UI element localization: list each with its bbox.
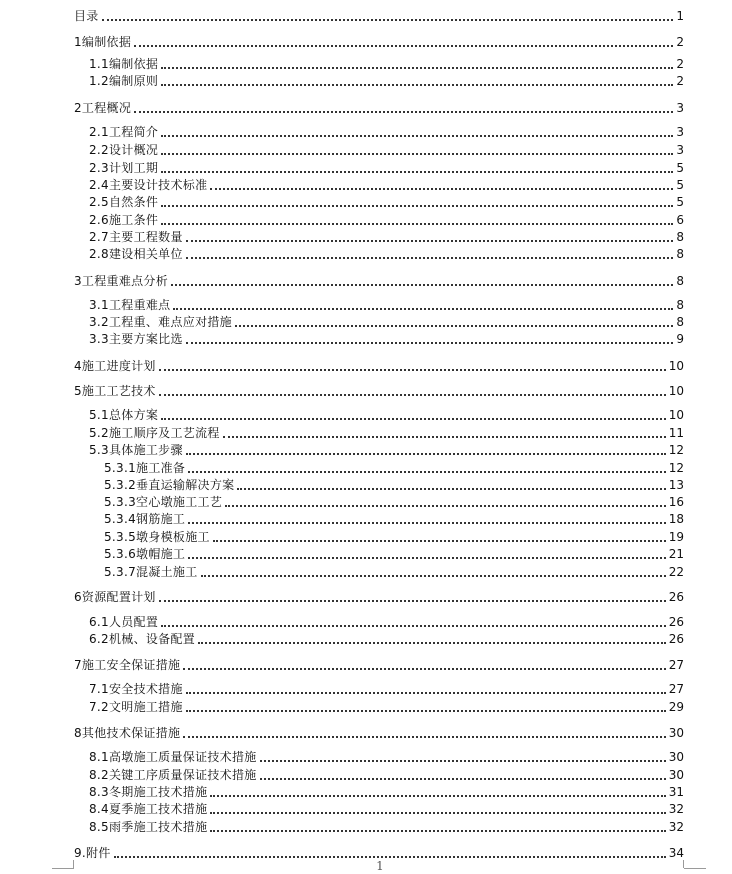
toc-entry-label: 5.3.1施工准备 (104, 461, 186, 475)
toc-entry[interactable] (89, 816, 684, 834)
footer-corner-mark-left (73, 860, 74, 868)
toc-entry-page-number: 6 (676, 213, 684, 227)
toc-entry-label: 6资源配置计划 (74, 590, 156, 604)
toc-dot-leader (161, 67, 673, 69)
toc-entry-page-number: 5 (676, 195, 684, 209)
toc-dot-leader (171, 284, 673, 286)
footer-line-left (52, 868, 74, 869)
toc-entry-page-number: 12 (668, 461, 684, 475)
toc-entry[interactable] (104, 474, 684, 492)
toc-entry-page-number: 5 (676, 161, 684, 175)
toc-entry-label: 5.3.6墩帽施工 (104, 547, 186, 561)
toc-entry-label: 2.2设计概况 (89, 143, 159, 157)
toc-dot-leader (114, 856, 666, 858)
toc-entry-page-number: 10 (668, 408, 684, 422)
toc-entry-label: 7.1安全技术措施 (89, 682, 183, 696)
toc-entry-label: 5.3.4钢筋施工 (104, 512, 186, 526)
toc-entry[interactable] (89, 243, 684, 261)
toc-entry-page-number: 19 (668, 530, 684, 544)
toc-entry[interactable] (89, 157, 684, 175)
toc-entry-label: 5施工工艺技术 (74, 384, 156, 398)
toc-entry[interactable] (74, 31, 684, 49)
toc-entry-page-number: 10 (668, 359, 684, 373)
toc-entry-label: 7.2文明施工措施 (89, 700, 183, 714)
toc-entry-page-number: 11 (668, 426, 684, 440)
toc-entry[interactable] (74, 380, 684, 398)
toc-entry-label: 5.3具体施工步骤 (89, 443, 183, 457)
toc-entry-label: 5.3.5墩身模板施工 (104, 530, 210, 544)
toc-entry[interactable] (104, 561, 684, 579)
toc-entry-page-number: 31 (668, 785, 684, 799)
footer-line-right (684, 868, 706, 869)
toc-dot-leader (161, 153, 673, 155)
toc-entry[interactable] (89, 404, 684, 422)
toc-dot-leader (161, 135, 673, 137)
toc-entry-page-number: 32 (668, 802, 684, 816)
toc-entry-page-number: 8 (676, 298, 684, 312)
toc-entry-page-number: 2 (676, 57, 684, 71)
toc-entry-label: 目录 (74, 9, 99, 23)
toc-entry-label: 8.5雨季施工技术措施 (89, 820, 208, 834)
toc-dot-leader (260, 760, 666, 762)
toc-dot-leader (161, 418, 666, 420)
toc-entry[interactable] (74, 586, 684, 604)
toc-entry-page-number: 3 (676, 101, 684, 115)
toc-entry[interactable] (89, 696, 684, 714)
toc-dot-leader (186, 257, 673, 259)
toc-entry[interactable] (74, 654, 684, 672)
toc-dot-leader (159, 600, 666, 602)
toc-entry-page-number: 3 (676, 143, 684, 157)
toc-dot-leader (188, 522, 665, 524)
toc-entry-page-number: 3 (676, 125, 684, 139)
toc-entry-page-number: 29 (668, 700, 684, 714)
toc-entry-page-number: 21 (668, 547, 684, 561)
toc-entry[interactable] (89, 226, 684, 244)
toc-entry-page-number: 13 (668, 478, 684, 492)
toc-dot-leader (186, 453, 666, 455)
toc-entry-page-number: 26 (668, 590, 684, 604)
toc-entry-page-number: 26 (668, 615, 684, 629)
page-number: 1 (376, 859, 384, 873)
toc-entry-page-number: 27 (668, 658, 684, 672)
toc-entry-label: 8.4夏季施工技术措施 (89, 802, 208, 816)
toc-entry-label: 5.1总体方案 (89, 408, 159, 422)
toc-dot-leader (161, 171, 673, 173)
toc-entry[interactable] (89, 764, 684, 782)
toc-entry[interactable] (89, 781, 684, 799)
toc-entry-label: 1.2编制原则 (89, 74, 159, 88)
toc-entry[interactable] (89, 439, 684, 457)
toc-entry-page-number: 32 (668, 820, 684, 834)
toc-entry-page-number: 8 (676, 274, 684, 288)
toc-entry-page-number: 18 (668, 512, 684, 526)
toc-dot-leader (210, 812, 665, 814)
toc-entry-page-number: 30 (668, 726, 684, 740)
toc-entry-label: 1.1编制依据 (89, 57, 159, 71)
toc-entry[interactable] (89, 121, 684, 139)
toc-entry-label: 2.7主要工程数量 (89, 230, 183, 244)
toc-entry[interactable] (89, 209, 684, 227)
toc-entry-label: 5.2施工顺序及工艺流程 (89, 426, 220, 440)
toc-dot-leader (183, 736, 665, 738)
toc-entry[interactable] (104, 457, 684, 475)
toc-dot-leader (159, 394, 666, 396)
toc-entry[interactable] (89, 139, 684, 157)
toc-entry-label: 3.1工程重难点 (89, 298, 171, 312)
toc-entry-label: 2.8建设相关单位 (89, 247, 183, 261)
toc-entry[interactable] (89, 678, 684, 696)
toc-entry-label: 2.6施工条件 (89, 213, 159, 227)
toc-dot-leader (159, 369, 666, 371)
toc-entry[interactable] (89, 70, 684, 88)
toc-entry-label: 8.1高墩施工质量保证技术措施 (89, 750, 257, 764)
toc-entry-page-number: 34 (668, 846, 684, 860)
toc-entry[interactable] (89, 191, 684, 209)
toc-entry-page-number: 2 (676, 74, 684, 88)
toc-entry-page-number: 5 (676, 178, 684, 192)
toc-entry-page-number: 1 (676, 9, 684, 23)
toc-dot-leader (134, 111, 673, 113)
toc-entry[interactable] (74, 97, 684, 115)
toc-entry-label: 4施工进度计划 (74, 359, 156, 373)
toc-dot-leader (161, 84, 673, 86)
toc-entry-page-number: 8 (676, 247, 684, 261)
toc-dot-leader (225, 505, 666, 507)
toc-dot-leader (198, 642, 666, 644)
toc-entry-label: 6.2机械、设备配置 (89, 632, 196, 646)
toc-entry-page-number: 16 (668, 495, 684, 509)
toc-entry[interactable] (74, 5, 684, 23)
toc-entry[interactable] (74, 722, 684, 740)
toc-entry-label: 9.附件 (74, 846, 111, 860)
toc-entry[interactable] (74, 270, 684, 288)
toc-entry[interactable] (89, 174, 684, 192)
toc-dot-leader (260, 778, 666, 780)
toc-entry-label: 2.3计划工期 (89, 161, 159, 175)
toc-entry[interactable] (104, 526, 684, 544)
toc-dot-leader (173, 308, 673, 310)
toc-dot-leader (213, 540, 666, 542)
toc-entry-label: 8其他技术保证措施 (74, 726, 181, 740)
toc-entry[interactable] (89, 328, 684, 346)
toc-entry-page-number: 10 (668, 384, 684, 398)
toc-entry[interactable] (89, 798, 684, 816)
toc-entry-label: 5.3.2垂直运输解决方案 (104, 478, 235, 492)
toc-entry-label: 5.3.7混凝土施工 (104, 565, 198, 579)
toc-entry[interactable] (89, 311, 684, 329)
toc-dot-leader (210, 188, 673, 190)
toc-dot-leader (161, 205, 673, 207)
toc-entry[interactable] (104, 543, 684, 561)
toc-entry[interactable] (89, 746, 684, 764)
toc-entry-label: 3.2工程重、难点应对措施 (89, 315, 232, 329)
toc-dot-leader (183, 668, 665, 670)
toc-entry-page-number: 26 (668, 632, 684, 646)
toc-dot-leader (102, 19, 673, 21)
toc-dot-leader (161, 223, 673, 225)
toc-entry-label: 2.5自然条件 (89, 195, 159, 209)
toc-entry-page-number: 9 (676, 332, 684, 346)
toc-dot-leader (210, 795, 665, 797)
toc-entry[interactable] (89, 53, 684, 71)
toc-dot-leader (237, 488, 665, 490)
toc-entry[interactable] (74, 355, 684, 373)
footer-corner-mark-right (683, 860, 684, 868)
toc-entry[interactable] (89, 628, 684, 646)
toc-entry-label: 5.3.3空心墩施工工艺 (104, 495, 223, 509)
toc-entry-label: 2工程概况 (74, 101, 132, 115)
toc-entry-label: 3工程重难点分析 (74, 274, 169, 288)
toc-entry[interactable] (89, 422, 684, 440)
toc-dot-leader (134, 45, 673, 47)
toc-dot-leader (188, 557, 665, 559)
toc-dot-leader (186, 692, 666, 694)
toc-entry[interactable] (104, 508, 684, 526)
toc-entry-page-number: 2 (676, 35, 684, 49)
toc-entry-label: 2.4主要设计技术标准 (89, 178, 208, 192)
toc-entry[interactable] (104, 491, 684, 509)
toc-entry-page-number: 22 (668, 565, 684, 579)
toc-dot-leader (186, 240, 673, 242)
toc-entry-page-number: 12 (668, 443, 684, 457)
toc-entry-page-number: 8 (676, 230, 684, 244)
toc-dot-leader (223, 436, 666, 438)
toc-entry[interactable] (89, 611, 684, 629)
toc-entry-label: 7施工安全保证措施 (74, 658, 181, 672)
toc-dot-leader (210, 830, 665, 832)
toc-dot-leader (201, 575, 666, 577)
toc-entry-label: 8.3冬期施工技术措施 (89, 785, 208, 799)
toc-dot-leader (161, 625, 666, 627)
toc-dot-leader (188, 471, 665, 473)
toc-entry[interactable] (89, 294, 684, 312)
toc-entry-page-number: 30 (668, 768, 684, 782)
toc-dot-leader (235, 325, 673, 327)
toc-entry[interactable] (74, 842, 684, 860)
toc-entry-page-number: 30 (668, 750, 684, 764)
toc-entry-label: 2.1工程简介 (89, 125, 159, 139)
toc-dot-leader (186, 342, 673, 344)
toc-entry-label: 6.1人员配置 (89, 615, 159, 629)
toc-entry-page-number: 8 (676, 315, 684, 329)
toc-entry-label: 8.2关键工序质量保证技术措施 (89, 768, 257, 782)
toc-entry-page-number: 27 (668, 682, 684, 696)
toc-entry-label: 3.3主要方案比选 (89, 332, 183, 346)
toc-entry-label: 1编制依据 (74, 35, 132, 49)
toc-dot-leader (186, 710, 666, 712)
